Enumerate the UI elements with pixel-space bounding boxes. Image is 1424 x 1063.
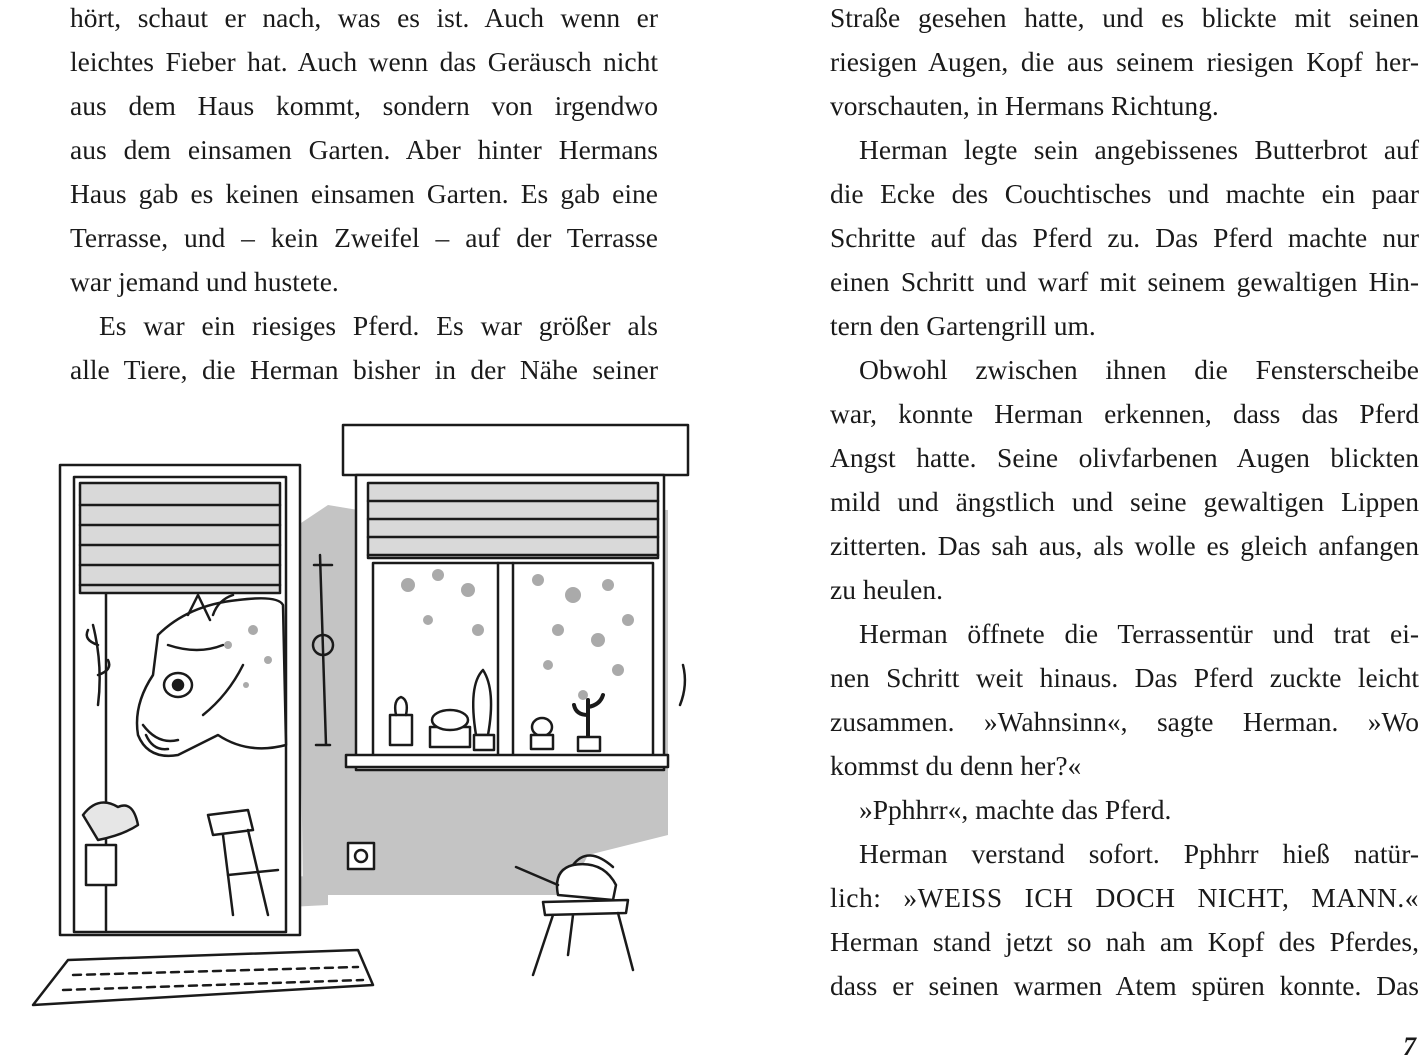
text-line: kommst du denn her?« xyxy=(830,750,1082,781)
window-top-box xyxy=(343,425,688,475)
windowsill xyxy=(346,755,668,767)
text-line: vorschauten, in Hermans Richtung. xyxy=(830,90,1219,121)
text-line: alle Tiere, die Herman bisher in der Nähe seiner xyxy=(70,354,658,385)
text-line: aus dem Haus kommt, sondern von irgendwo xyxy=(70,90,658,121)
text-line: Schritte auf das Pferd zu. Das Pferd machte nur xyxy=(830,222,1419,253)
text-line: Straße gesehen hatte, und es blickte mit seinen xyxy=(830,2,1419,33)
page-number: 7 xyxy=(1403,1032,1416,1061)
text-line: Obwohl zwischen ihnen die Fensterscheibe xyxy=(859,354,1419,385)
text-line: Herman stand jetzt so nah am Kopf des Pferdes, xyxy=(830,926,1419,957)
horse-at-terrace-window-illustration xyxy=(28,415,698,1015)
text-line: die Ecke des Couchtisches und machte ein paar xyxy=(830,178,1419,209)
text-line: hört, schaut er nach, was es ist. Auch wenn er xyxy=(70,2,658,33)
text-line: Haus gab es keinen einsamen Garten. Es gab eine xyxy=(70,178,658,209)
window-shutter xyxy=(368,483,658,558)
text-line: lich: »WEISS ICH DOCH NICHT, MANN.« xyxy=(830,882,1419,913)
watering-can-on-stool xyxy=(516,855,633,975)
text-line: riesigen Augen, die aus seinem riesigen Kopf her- xyxy=(830,46,1419,77)
text-line: »Pphhrr«, machte das Pferd. xyxy=(859,794,1172,825)
text-line: Herman legte sein angebissenes Butterbrot auf xyxy=(859,134,1419,165)
text-line: Angst hatte. Seine olivfarbenen Augen blickten xyxy=(830,442,1419,473)
text-line: nen Schritt weit hinaus. Das Pferd zuckte leicht xyxy=(830,662,1419,693)
text-line: leichtes Fieber hat. Auch wenn das Geräusch nicht xyxy=(70,46,658,77)
text-line: Herman öffnete die Terrassentür und trat ei- xyxy=(859,618,1419,649)
text-line: Herman verstand sofort. Pphhrr hieß natür- xyxy=(859,838,1419,869)
text-line: dass er seinen warmen Atem spüren konnte. Das xyxy=(830,970,1419,1001)
text-line: einen Schritt und warf mit seinem gewaltigen Hin- xyxy=(830,266,1419,297)
text-line: war jemand und hustete. xyxy=(70,266,339,297)
text-line: Terrasse, und – kein Zweifel – auf der Terrasse xyxy=(70,222,658,253)
text-line: war, konnte Herman erkennen, dass das Pferd xyxy=(830,398,1419,429)
text-line: tern den Gartengrill um. xyxy=(830,310,1096,341)
door-shutter xyxy=(80,483,280,593)
text-line: mild und ängstlich und seine gewaltigen Lippen xyxy=(830,486,1419,517)
text-line: Es war ein riesiges Pferd. Es war größer als xyxy=(99,310,658,341)
wall-socket xyxy=(348,843,374,869)
text-line: aus dem einsamen Garten. Aber hinter Hermans xyxy=(70,134,658,165)
rug xyxy=(33,950,373,1005)
text-line: zitterten. Das sah aus, als wolle es gleich anfangen xyxy=(830,530,1419,561)
text-line: zu heulen. xyxy=(830,574,944,605)
text-line: zusammen. »Wahnsinn«, sagte Herman. »Wo xyxy=(830,706,1419,737)
